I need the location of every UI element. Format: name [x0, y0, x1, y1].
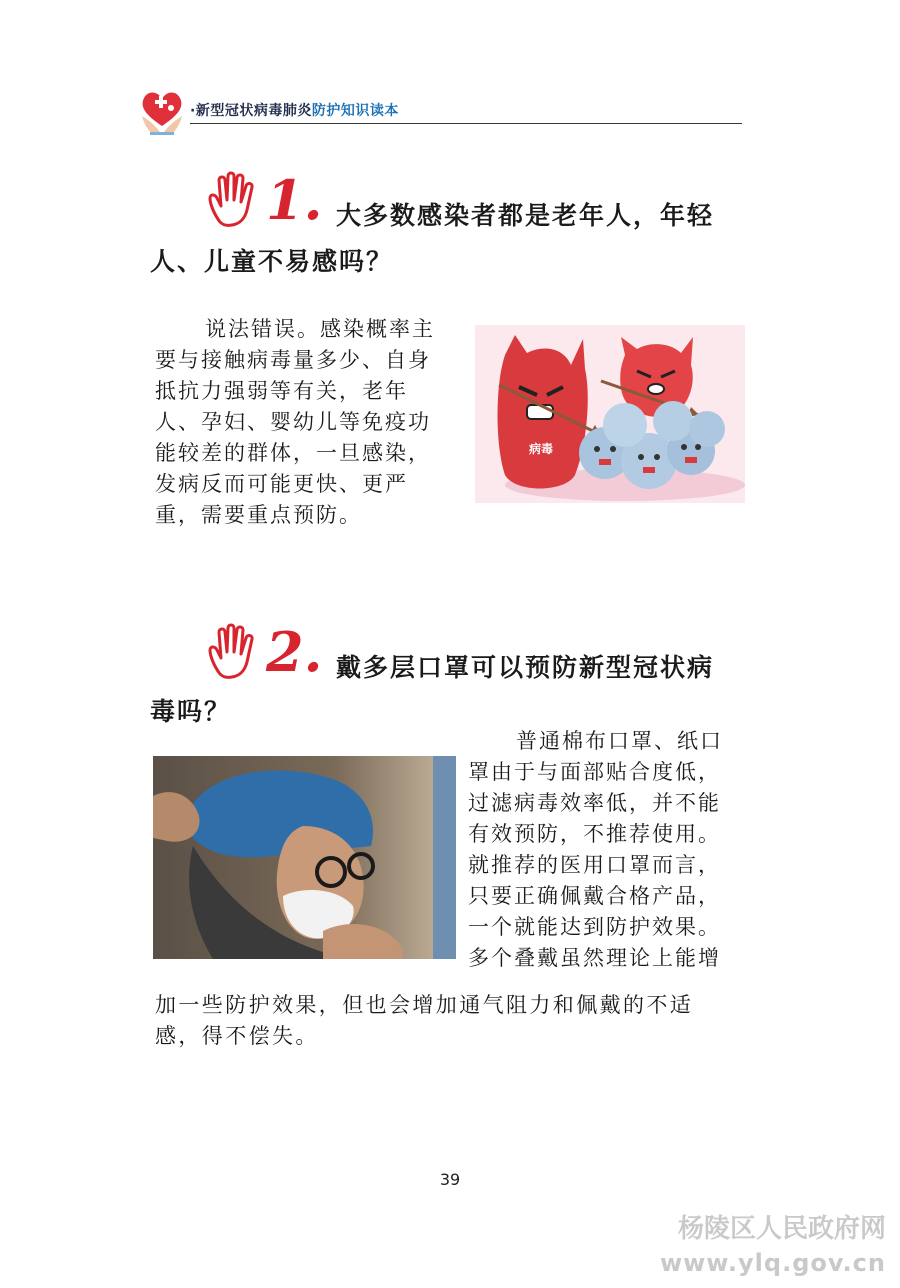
question-text-line1: 戴多层口罩可以预防新型冠状病 — [336, 653, 715, 682]
site-watermark — [660, 1212, 886, 1280]
book-title: ·新型冠状病毒肺炎防护知识读本 — [190, 103, 399, 119]
answer-1-text: 说法错误。感染概率主 要与接触病毒量多少、自身 抵抗力强弱等有关，老年 人、孕妇、婴幼儿等免疫功 能较差的群体，一旦感染， 发病反而可能更快、更严 重，需要重点预防。 — [155, 317, 435, 527]
virus-cartoon-illustration — [475, 325, 745, 503]
question-number: 1. — [266, 168, 323, 232]
page-number: 39 — [439, 1170, 461, 1189]
watermark-url: www.ylq.gov.cn — [659, 1249, 886, 1277]
question-text-line2: 毒吗？ — [150, 697, 232, 726]
virus-label: 病毒 — [529, 442, 554, 456]
header-divider — [190, 123, 742, 124]
page-header — [138, 86, 743, 136]
question-text-line2: 人、儿童不易感吗？ — [150, 247, 394, 276]
mask-wearing-photo — [153, 756, 456, 959]
question-text-line1: 大多数感染者都是老年人，年轻 — [336, 201, 715, 230]
hand-icon — [206, 170, 260, 230]
question-number: 2. — [266, 620, 323, 684]
heart-hands-logo-icon — [138, 86, 186, 136]
answer-2-text-full: 加一些防护效果，但也会增加通气阻力和佩戴的不适 感，得不偿失。 — [155, 993, 694, 1048]
watermark-site-name: 杨陵区人民政府网 — [677, 1214, 886, 1244]
hand-icon — [206, 622, 260, 682]
answer-2-text-side: 普通棉布口罩、纸口 罩由于与面部贴合度低， 过滤病毒效率低，并不能 有效预防，不推荐使用。 就推荐的医用口罩而言， 只要正确佩戴合格产品， 一个就能达到防护效果。 多个叠戴虽然理论上能增 — [468, 729, 723, 970]
